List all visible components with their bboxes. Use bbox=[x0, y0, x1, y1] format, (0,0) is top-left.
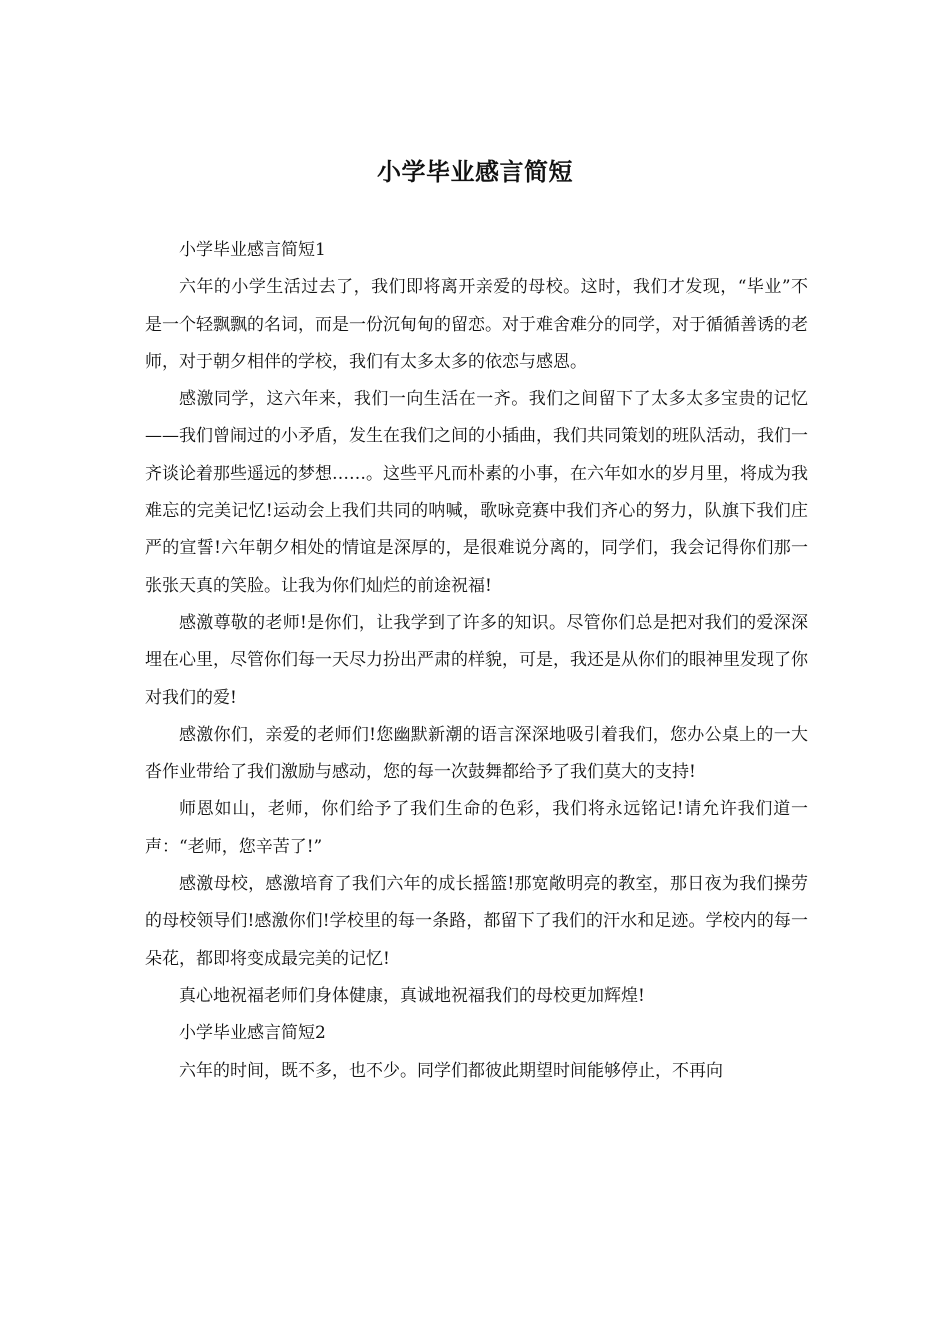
paragraph-blessing: 真心地祝福老师们身体健康，真诚地祝福我们的母校更加辉煌! bbox=[179, 985, 645, 1006]
paragraph-dear-teachers: 感激你们，亲爱的老师们!您幽默新潮的语言深深地吸引着我们，您办公桌上的一大沓作业带给了我们激励与感动，您的每一次鼓舞都给予了我们莫大的支持! bbox=[145, 724, 808, 783]
paragraph-teachers: 感激尊敬的老师!是你们，让我学到了许多的知识。尽管你们总是把对我们的爱深深埋在心里，尽管你们每一天尽力扮出严肃的样貌，可是，我还是从你们的眼神里发现了你对我们的爱! bbox=[145, 612, 808, 708]
document-body bbox=[145, 232, 808, 1090]
document-title: 小学毕业感言简短 bbox=[377, 157, 573, 186]
section-heading-1: 小学毕业感言简短1 bbox=[179, 240, 326, 260]
paragraph-school: 感激母校，感激培育了我们六年的成长摇篮!那宽敞明亮的教室，那日夜为我们操劳的母校领导们!感激你们!学校里的每一条路，都留下了我们的汗水和足迹。学校内的每一朵花，都即将变成最完美的记忆! bbox=[145, 874, 808, 969]
paragraph-gratitude: 师恩如山，老师，你们给予了我们生命的色彩，我们将永远铭记!请允许我们道一声：“老师，您辛苦了!” bbox=[145, 799, 808, 857]
paragraph-six-years: 六年的时间，既不多，也不少。同学们都彼此期望时间能够停止，不再向 bbox=[179, 1060, 723, 1081]
section-heading-2: 小学毕业感言简短2 bbox=[179, 1023, 326, 1044]
paragraph-classmates: 感激同学，这六年来，我们一向生活在一齐。我们之间留下了太多太多宝贵的记忆——我们曾闹过的小矛盾，发生在我们之间的小插曲，我们共同策划的班队活动，我们一齐谈论着那些遥远的梦想……。这些平凡而朴素的小事，在六年如水的岁月里，将成为我难忘的完美记忆!运动会上我们共同的呐喊，歌咏竞赛中我们齐心的努力，队旗下我们庄严的宣誓!六年朝夕相处的情谊是深厚的，是很难说分离的，同学们，我会记得你们那一张张天真的笑脸。让我为你们灿烂的前途祝福! bbox=[145, 389, 808, 596]
paragraph-intro: 六年的小学生活过去了，我们即将离开亲爱的母校。这时，我们才发现，“毕业”不是一个轻飘飘的名词，而是一份沉甸甸的留恋。对于难舍难分的同学，对于循循善诱的老师，对于朝夕相伴的学校，我们有太多太多的依恋与感恩。 bbox=[145, 277, 808, 372]
